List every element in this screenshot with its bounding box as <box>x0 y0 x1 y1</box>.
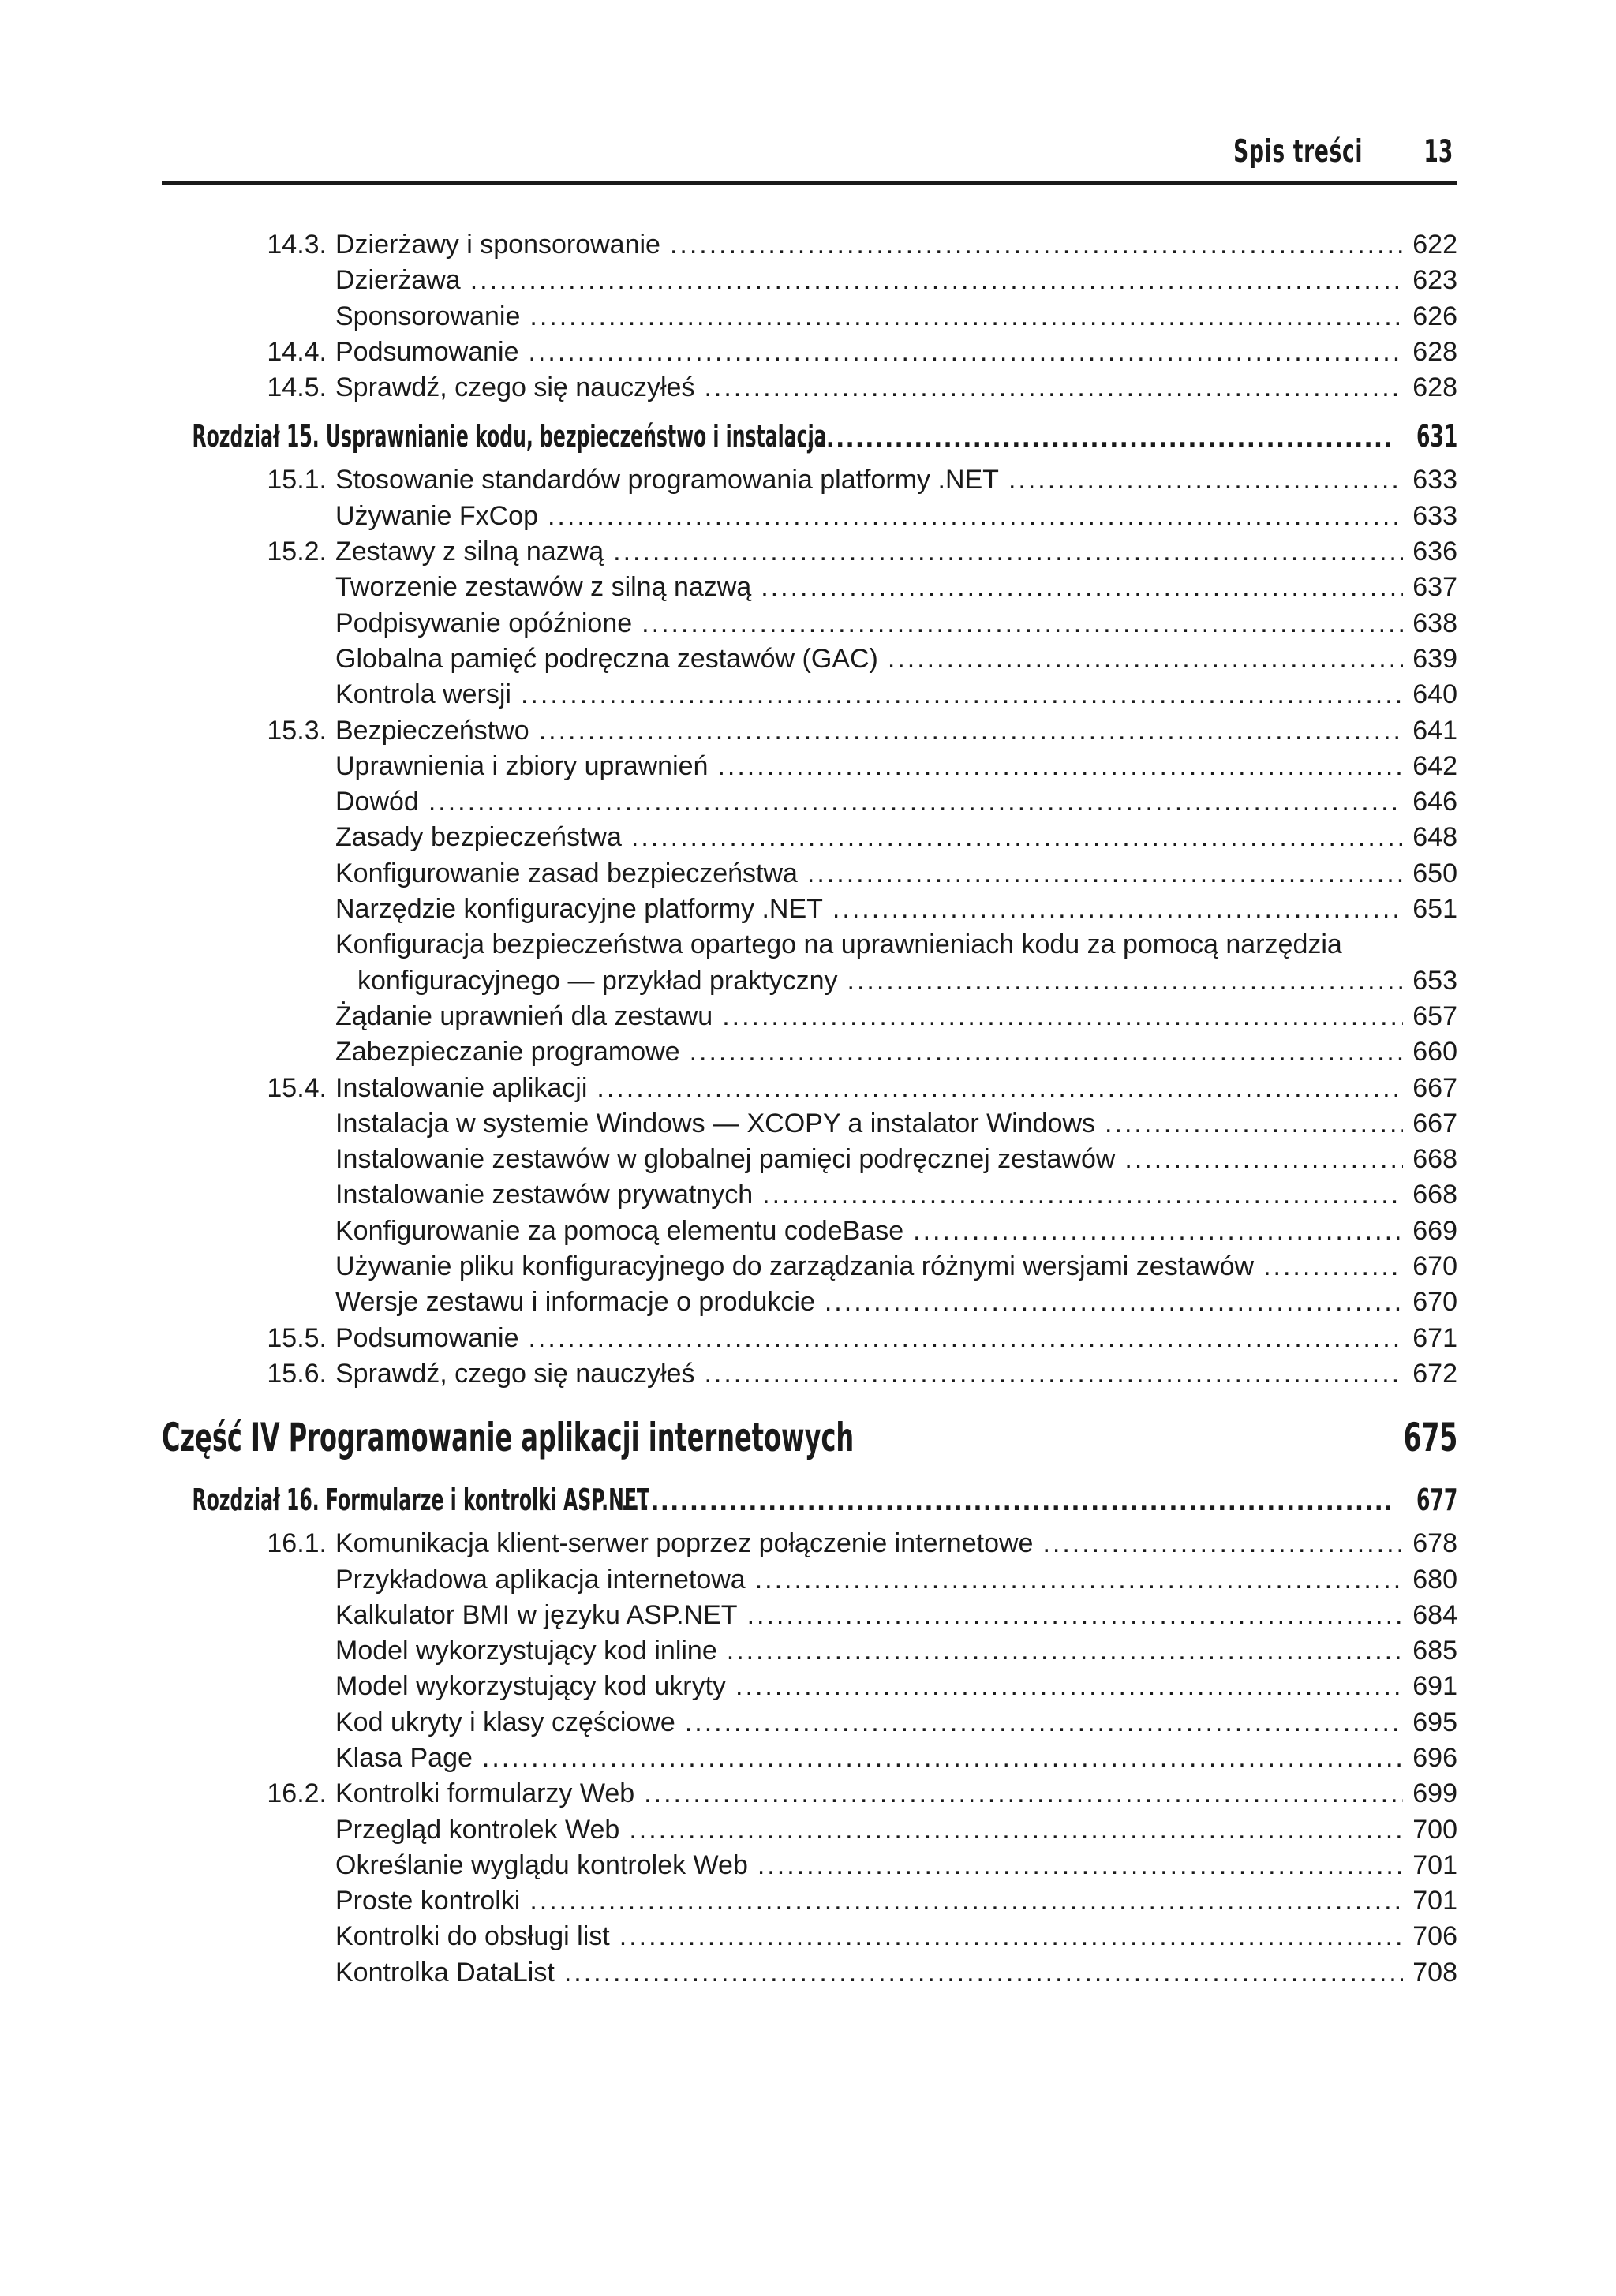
toc-entry-title: Podsumowanie <box>335 1322 519 1353</box>
dot-leader <box>847 963 1404 999</box>
toc-subentry <box>162 1562 1457 1598</box>
toc-entry-title: Instalowanie zestawów prywatnych <box>335 1180 754 1210</box>
toc-subentry <box>162 1633 1457 1669</box>
dot-leader <box>1105 1106 1403 1142</box>
dot-leader <box>1008 462 1403 498</box>
toc-subentry-line2 <box>162 963 1457 999</box>
chapter-page: 677 <box>1416 1483 1457 1518</box>
toc-entry-16-2 <box>162 1776 1457 1812</box>
toc-entry-page: 708 <box>1412 1957 1457 1987</box>
dot-leader <box>529 299 1403 335</box>
toc-entry-number: 15.1. <box>267 465 327 495</box>
chapter-16-heading <box>162 1477 1457 1523</box>
toc-subentry <box>162 856 1457 892</box>
toc-entry-title: Model wykorzystujący kod inline <box>335 1636 717 1666</box>
toc-entry-page: 637 <box>1412 572 1457 603</box>
toc-entry-title: Dzierżawa <box>335 265 461 296</box>
toc-entry-page: 696 <box>1412 1742 1457 1773</box>
toc-entry-number: 15.5. <box>267 1322 327 1353</box>
chapter-page: 631 <box>1416 419 1457 454</box>
toc-entry-title: Zestawy z silną nazwą <box>335 537 604 567</box>
toc-entry-page: 628 <box>1412 336 1457 367</box>
chapter-15-heading <box>162 413 1457 459</box>
toc-entry-page: 706 <box>1412 1921 1457 1952</box>
toc-entry-page: 672 <box>1412 1358 1457 1389</box>
toc-entry-14-3 <box>162 227 1457 263</box>
toc-entry-title: Przegląd kontrolek Web <box>335 1814 620 1845</box>
toc-subentry <box>162 606 1457 641</box>
part-title: Część IV Programowanie aplikacji internetowych <box>162 1415 855 1461</box>
toc-entry-title: Globalna pamięć podręczna zestawów (GAC) <box>335 643 878 674</box>
toc-subentry <box>162 1669 1457 1704</box>
toc-subentry <box>162 641 1457 677</box>
dot-leader <box>642 606 1403 641</box>
dot-leader <box>564 1955 1403 1991</box>
dot-leader <box>685 1705 1403 1741</box>
toc-entry-page: 680 <box>1412 1564 1457 1595</box>
chapter-title: Rozdział 15. Usprawnianie kodu, bezpieczeństwo i instalacja <box>192 419 827 454</box>
running-header <box>162 133 1457 185</box>
toc-subentry <box>162 1142 1457 1177</box>
toc-entry-title: Model wykorzystujący kod ukryty <box>335 1671 727 1702</box>
toc-entry-number: 15.6. <box>267 1358 327 1389</box>
toc-subentry <box>162 892 1457 927</box>
toc-subentry <box>162 299 1457 335</box>
dot-leader <box>704 370 1403 406</box>
toc-entry-title: Dzierżawy i sponsorowanie <box>335 230 660 260</box>
toc-subentry <box>162 1741 1457 1776</box>
toc-subentry <box>162 677 1457 712</box>
toc-entry-title: Żądanie uprawnień dla zestawu <box>335 1000 713 1031</box>
toc-entry-title: Wersje zestawu i informacje o produkcie <box>335 1287 815 1318</box>
toc-entry-title: Narzędzie konfiguracyjne platformy .NET <box>335 894 823 925</box>
toc-entry-page: 642 <box>1412 750 1457 781</box>
dot-leader <box>631 820 1403 855</box>
dot-leader <box>528 335 1403 370</box>
toc-entry-title: Tworzenie zestawów z silną nazwą <box>335 572 752 603</box>
dot-leader <box>428 784 1403 820</box>
toc-subentry-line1 <box>162 927 1457 963</box>
toc-entry-15-5 <box>162 1321 1457 1356</box>
dot-leader <box>735 1669 1403 1704</box>
toc-entry-page: 700 <box>1412 1814 1457 1845</box>
dot-leader <box>548 499 1403 534</box>
toc-entry-title: Podsumowanie <box>335 336 519 367</box>
dot-leader <box>539 713 1404 749</box>
toc-entry-title: Sprawdź, czego się nauczyłeś <box>335 1358 695 1389</box>
toc-entry-title: Sponsorowanie <box>335 301 521 331</box>
toc-entry-page: 691 <box>1412 1671 1457 1702</box>
toc-entry-page: 651 <box>1412 894 1457 925</box>
toc-entry-title: Uprawnienia i zbiory uprawnień <box>335 750 709 781</box>
toc-entry-15-1 <box>162 462 1457 498</box>
toc-entry-title-continued: konfiguracyjnego — przykład praktyczny <box>357 965 838 996</box>
toc-entry-title: Stosowanie standardów programowania platformy .NET <box>335 465 999 495</box>
toc-entry-title: Zabezpieczanie programowe <box>335 1037 680 1068</box>
toc-entry-page: 667 <box>1412 1072 1457 1103</box>
toc-entry-page: 657 <box>1412 1000 1457 1031</box>
toc-entry-title: Przykładowa aplikacja internetowa <box>335 1564 746 1595</box>
toc-entry-page: 699 <box>1412 1778 1457 1809</box>
dot-leader <box>619 1919 1404 1954</box>
toc-entry-page: 623 <box>1412 265 1457 296</box>
toc-entry-title: Zasady bezpieczeństwa <box>335 822 622 853</box>
toc-entry-title: Bezpieczeństwo <box>335 715 529 746</box>
toc-entry-number: 16.1. <box>267 1528 327 1559</box>
toc-entry-page: 671 <box>1412 1322 1457 1353</box>
dot-leader <box>621 1480 1390 1526</box>
toc-entry-number: 14.5. <box>267 372 327 403</box>
toc-entry-15-3 <box>162 713 1457 749</box>
toc-entry-page: 640 <box>1412 679 1457 710</box>
toc-entry-page: 668 <box>1412 1144 1457 1175</box>
toc-entry-page: 638 <box>1412 608 1457 638</box>
toc-entry-page: 660 <box>1412 1037 1457 1068</box>
toc-entry-page: 653 <box>1412 965 1457 996</box>
dot-leader <box>722 999 1403 1034</box>
toc-entry-page: 622 <box>1412 230 1457 260</box>
dot-leader <box>521 677 1403 712</box>
dot-leader <box>470 263 1404 298</box>
toc-entry-title: Instalowanie zestawów w globalnej pamięci podręcznej zestawów <box>335 1144 1116 1175</box>
toc-entry-page: 695 <box>1412 1707 1457 1737</box>
toc-entry-14-4 <box>162 335 1457 370</box>
toc-entry-16-1 <box>162 1526 1457 1561</box>
dot-leader <box>747 1598 1404 1633</box>
toc-entry-page: 670 <box>1412 1251 1457 1282</box>
dot-leader <box>597 1071 1403 1106</box>
toc-entry-page: 636 <box>1412 537 1457 567</box>
toc-entry-number: 15.2. <box>267 537 327 567</box>
dot-leader <box>807 856 1403 892</box>
toc-entry-title: Konfiguracja bezpieczeństwa opartego na uprawnieniach kodu za pomocą narzędzia <box>335 929 1342 960</box>
dot-leader <box>913 1213 1403 1249</box>
toc-entry-page: 633 <box>1412 465 1457 495</box>
toc-subentry <box>162 1705 1457 1741</box>
toc-entry-title: Określanie wyglądu kontrolek Web <box>335 1849 748 1880</box>
toc-subentry <box>162 1598 1457 1633</box>
toc-subentry <box>162 1249 1457 1284</box>
toc-entry-page: 701 <box>1412 1849 1457 1880</box>
toc-entry-number: 14.4. <box>267 336 327 367</box>
toc-entry-page: 648 <box>1412 822 1457 853</box>
toc-entry-title: Podpisywanie opóźnione <box>335 608 633 638</box>
toc-entry-number: 16.2. <box>267 1778 327 1809</box>
toc-subentry <box>162 570 1457 605</box>
toc-entry-title: Konfigurowanie zasad bezpieczeństwa <box>335 858 798 888</box>
toc-entry-page: 669 <box>1412 1215 1457 1246</box>
toc-entry-title: Kod ukryty i klasy częściowe <box>335 1707 675 1737</box>
toc-subentry <box>162 263 1457 298</box>
toc-subentry <box>162 1284 1457 1320</box>
dot-leader <box>762 1177 1403 1213</box>
toc-entry-page: 646 <box>1412 787 1457 817</box>
toc-entry-15-4 <box>162 1071 1457 1106</box>
dot-leader <box>690 1034 1404 1070</box>
dot-leader <box>727 1633 1404 1669</box>
toc-entry-page: 628 <box>1412 372 1457 403</box>
toc-entry-page: 667 <box>1412 1108 1457 1139</box>
toc-entry-page: 626 <box>1412 301 1457 331</box>
dot-leader <box>787 417 1390 462</box>
toc-subentry <box>162 749 1457 784</box>
toc-entry-page: 668 <box>1412 1180 1457 1210</box>
toc-subentry <box>162 1955 1457 1991</box>
table-of-contents <box>162 227 1457 1991</box>
toc-entry-page: 639 <box>1412 643 1457 674</box>
toc-entry-title: Sprawdź, czego się nauczyłeś <box>335 372 695 403</box>
toc-entry-title: Kalkulator BMI w języku ASP.NET <box>335 1599 738 1630</box>
toc-entry-page: 685 <box>1412 1636 1457 1666</box>
toc-entry-title: Kontrolki formularzy Web <box>335 1778 635 1809</box>
toc-entry-title: Używanie pliku konfiguracyjnego do zarządzania różnymi wersjami zestawów <box>335 1251 1255 1282</box>
toc-entry-title: Dowód <box>335 787 419 817</box>
dot-leader <box>832 892 1403 927</box>
toc-entry-title: Proste kontrolki <box>335 1886 521 1916</box>
dot-leader <box>1124 1142 1403 1177</box>
toc-entry-page: 650 <box>1412 858 1457 888</box>
toc-subentry <box>162 1106 1457 1142</box>
toc-entry-15-2 <box>162 534 1457 570</box>
toc-subentry <box>162 1034 1457 1070</box>
toc-entry-title: Kontrola wersji <box>335 679 511 710</box>
dot-leader <box>528 1321 1403 1356</box>
dot-leader <box>1042 1526 1403 1561</box>
toc-entry-number: 15.3. <box>267 715 327 746</box>
toc-entry-title: Instalacja w systemie Windows — XCOPY a instalator Windows <box>335 1108 1096 1139</box>
toc-entry-page: 684 <box>1412 1599 1457 1630</box>
toc-subentry <box>162 1919 1457 1954</box>
dot-leader <box>888 641 1403 677</box>
toc-entry-page: 701 <box>1412 1886 1457 1916</box>
toc-entry-number: 15.4. <box>267 1072 327 1103</box>
toc-entry-page: 633 <box>1412 500 1457 531</box>
part-4-heading <box>162 1406 1457 1469</box>
running-header-title: Spis treści <box>1233 134 1363 170</box>
toc-subentry <box>162 784 1457 820</box>
running-header-page-number: 13 <box>1423 134 1453 170</box>
dot-leader <box>529 1883 1403 1919</box>
dot-leader <box>758 1848 1403 1883</box>
toc-entry-title: Używanie FxCop <box>335 500 538 531</box>
dot-leader <box>482 1741 1403 1776</box>
toc-entry-15-6 <box>162 1356 1457 1392</box>
dot-leader <box>1263 1249 1403 1284</box>
toc-entry-page: 641 <box>1412 715 1457 746</box>
toc-entry-title: Komunikacja klient-serwer poprzez połączenie internetowe <box>335 1528 1034 1559</box>
dot-leader <box>613 534 1403 570</box>
toc-subentry <box>162 1213 1457 1249</box>
toc-subentry <box>162 820 1457 855</box>
dot-leader <box>755 1562 1404 1598</box>
dot-leader <box>670 227 1403 263</box>
part-page: 675 <box>1403 1415 1457 1461</box>
dot-leader <box>704 1356 1403 1392</box>
toc-entry-title: Konfigurowanie za pomocą elementu codeBase <box>335 1215 904 1246</box>
toc-entry-title: Kontrolki do obsługi list <box>335 1921 610 1952</box>
dot-leader <box>825 1284 1403 1320</box>
toc-subentry <box>162 499 1457 534</box>
toc-subentry <box>162 1177 1457 1213</box>
toc-subentry <box>162 999 1457 1034</box>
dot-leader <box>761 570 1403 605</box>
toc-entry-page: 670 <box>1412 1287 1457 1318</box>
toc-entry-title: Klasa Page <box>335 1742 473 1773</box>
dot-leader <box>717 749 1403 784</box>
toc-entry-14-5 <box>162 370 1457 406</box>
toc-subentry <box>162 1883 1457 1919</box>
toc-entry-number: 14.3. <box>267 230 327 260</box>
toc-entry-title: Instalowanie aplikacji <box>335 1072 588 1103</box>
toc-subentry <box>162 1848 1457 1883</box>
chapter-title: Rozdział 16. Formularze i kontrolki ASP.NET <box>192 1483 650 1518</box>
dot-leader <box>629 1812 1403 1848</box>
toc-subentry <box>162 1812 1457 1848</box>
toc-entry-page: 678 <box>1412 1528 1457 1559</box>
toc-entry-title: Kontrolka DataList <box>335 1957 555 1987</box>
dot-leader <box>644 1776 1403 1812</box>
